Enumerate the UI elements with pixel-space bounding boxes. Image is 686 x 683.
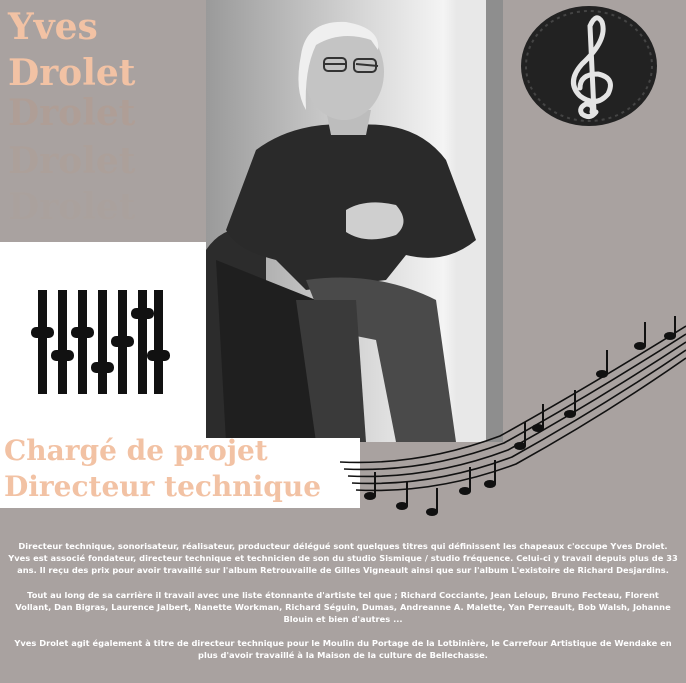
music-staff-icon bbox=[340, 316, 686, 526]
mixer-faders-icon bbox=[30, 290, 172, 394]
bio-paragraph: Yves Drolet agit également à titre de directeur technique pour le Moulin du Portage de la Lotbinière, le Carrefour Artistique de Wendake en plus d'avoir travaillé à la Maison de la culture de Bellechasse. bbox=[14, 638, 672, 661]
role-title: Chargé de projet bbox=[4, 434, 268, 467]
biography bbox=[8, 540, 678, 674]
name-echo: Drolet bbox=[8, 186, 136, 228]
first-name: Yves bbox=[8, 6, 98, 48]
bio-paragraph: Directeur technique, sonorisateur, réalisateur, producteur délégué sont quelques titres qui définissent les chapeaux c'occupe Yves Drolet. Yves est associé fondateur, directeur technique et technicien de son du studio Sismique / studio fréquence. Celui-ci y travail depuis plus de 33 ans. Il reçu des prix pour avoir travaillé sur l'album Retrouvaille de Gilles Vigneault ainsi que sur l'album L'existoire de Richard Desjardins. bbox=[8, 541, 678, 576]
role-subtitle: Directeur technique bbox=[4, 470, 322, 503]
treble-clef-icon bbox=[518, 4, 660, 128]
name-title bbox=[8, 4, 208, 96]
bio-paragraph: Tout au long de sa carrière il travail avec une liste étonnante d'artiste tel que ; Richard Cocciante, Jean Leloup, Bruno Fecteau, Florent Vollant, Dan Bigras, Laurence Jalbert, Nanette Workman, Richard Séguin, Dumas, Andreanne A. Malette, Yan Perreault, Bob Walsh, Johanne Blouin et bien d'autres ... bbox=[15, 589, 671, 625]
name-echo: Drolet bbox=[8, 140, 136, 182]
last-name: Drolet bbox=[8, 52, 136, 94]
name-echo: Drolet bbox=[8, 92, 136, 134]
